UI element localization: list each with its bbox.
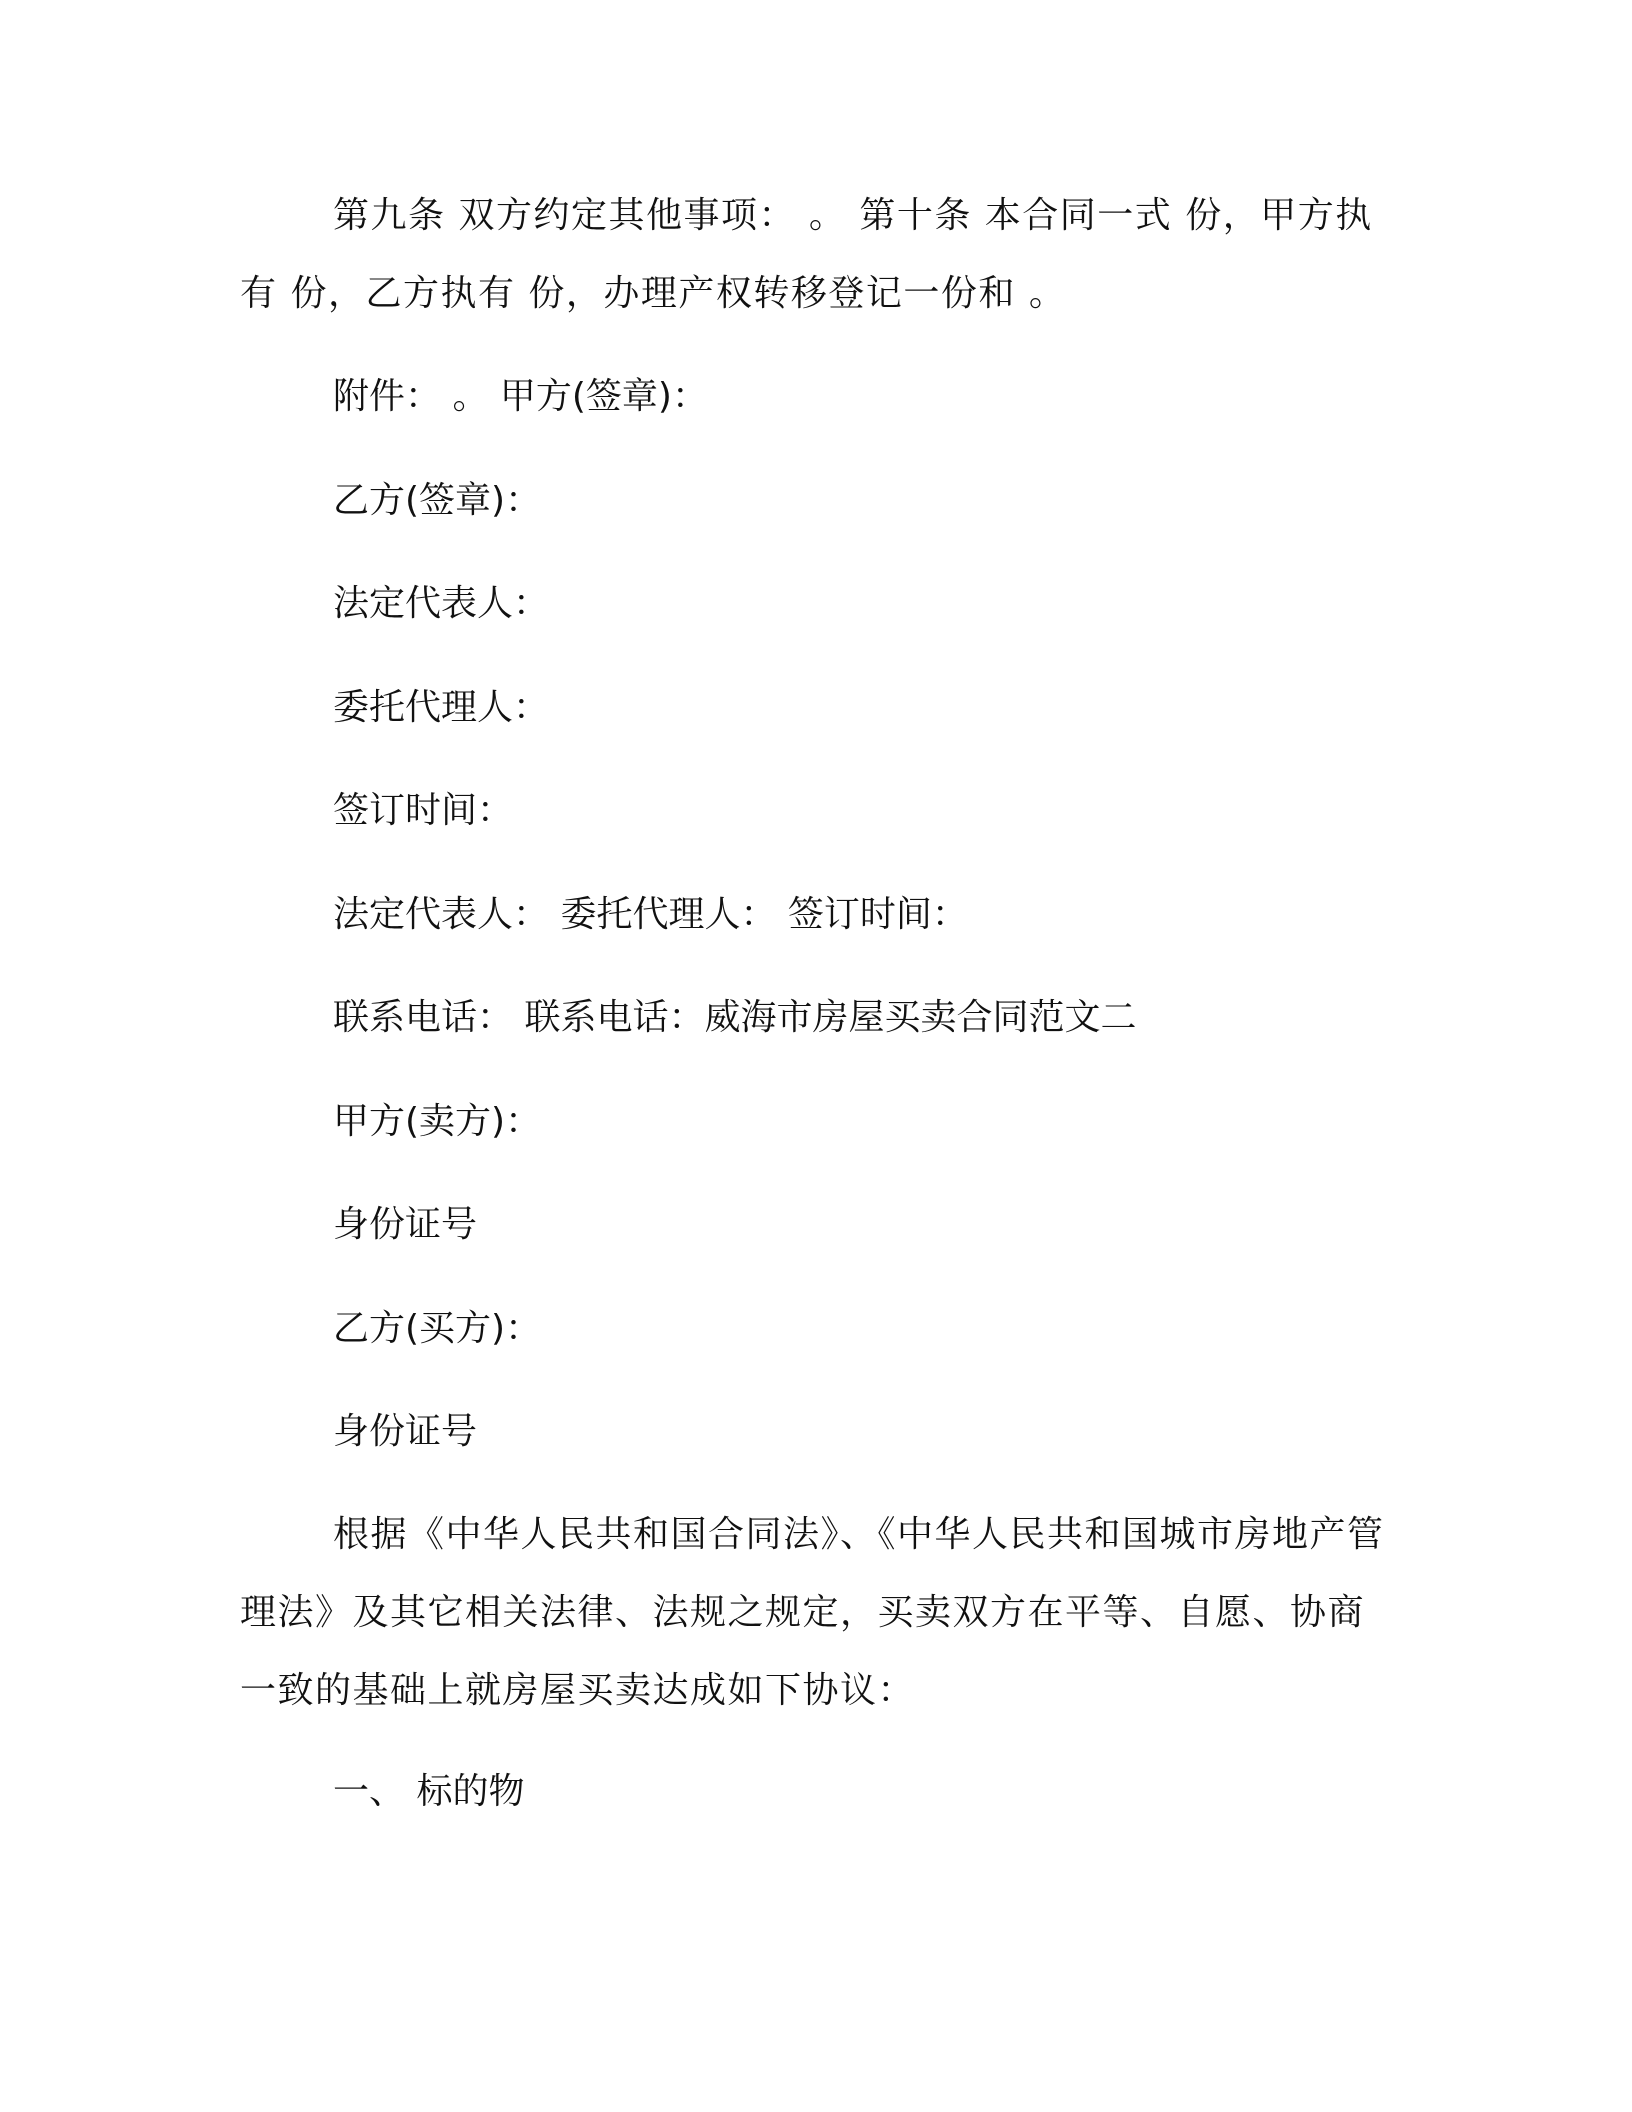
clause-9-10-paragraph: 第九条 双方约定其他事项： 。 第十条 本合同一式 份，甲方执有 份，乙方执有 份，办理产权转移登记一份和 。	[240, 195, 1373, 314]
representative-agent-date-line: 法定代表人： 委托代理人： 签订时间：	[333, 894, 968, 935]
party-b-buyer-line: 乙方(买方)：	[333, 1308, 542, 1349]
party-a-seller-line: 甲方(卖方)：	[333, 1101, 542, 1142]
party-a-id-number-line: 身份证号	[333, 1204, 478, 1245]
agreement-preamble-paragraph: 根据《中华人民共和国合同法》、《中华人民共和国城市房地产管理法》及其它相关法律、法规之规定，买卖双方在平等、自愿、协商一致的基础上就房屋买卖达成如下协议：	[240, 1514, 1385, 1711]
party-b-signature-line: 乙方(签章)：	[333, 480, 542, 521]
signing-date-line: 签订时间：	[333, 790, 514, 831]
legal-representative-line: 法定代表人：	[333, 583, 550, 624]
contact-phone-title-line: 联系电话： 联系电话：威海市房屋买卖合同范文二	[333, 997, 1137, 1038]
party-b-id-number-line: 身份证号	[333, 1411, 478, 1452]
attachment-party-a-signature-line: 附件： 。 甲方(签章)：	[333, 376, 708, 417]
section-one-heading: 一、 标的物	[333, 1771, 525, 1812]
authorized-agent-line: 委托代理人：	[333, 687, 550, 728]
